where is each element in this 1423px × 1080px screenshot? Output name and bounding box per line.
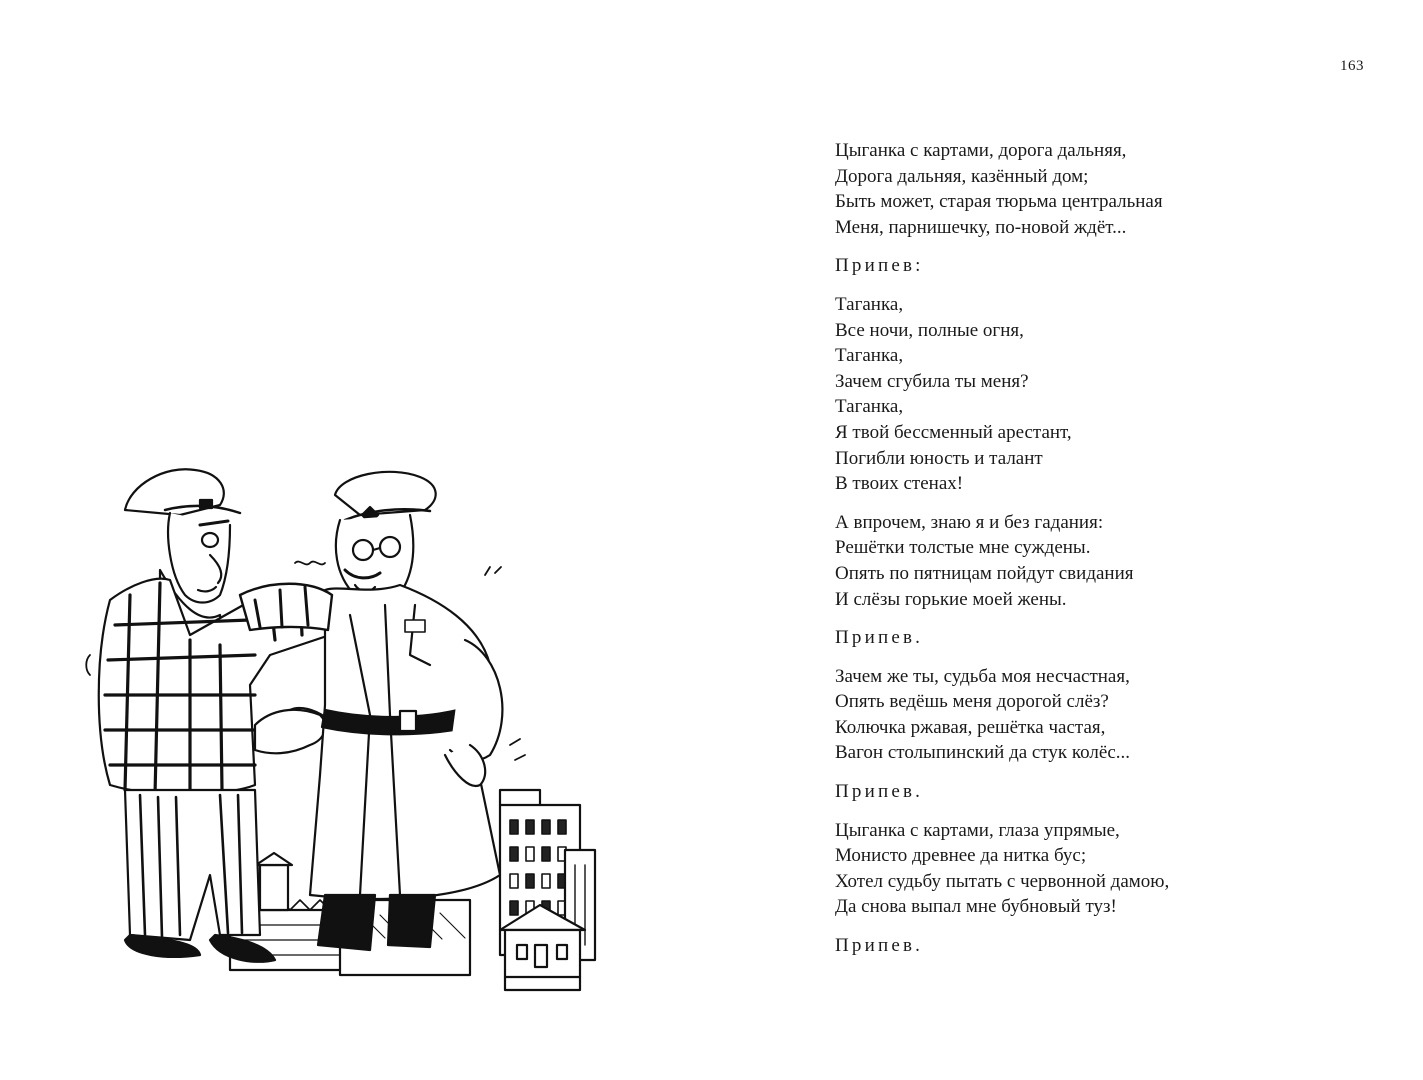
poem-line: Да снова выпал мне бубновый туз! <box>835 896 1117 918</box>
poem-line: Все ночи, полные огня, <box>835 319 1024 341</box>
poem-line: Зачем сгубила ты меня? <box>835 370 1029 392</box>
poem-line: А впрочем, знаю я и без гадания: <box>835 511 1104 533</box>
poem-line: Таганка, <box>835 345 904 367</box>
poem-line: Цыганка с картами, дорога дальняя, <box>835 140 1127 161</box>
poem-line: Опять ведёшь меня дорогой слёз? <box>835 691 1109 713</box>
poem-line: Таганка, <box>835 396 904 418</box>
refrain-label: Припев. <box>835 627 924 649</box>
poem-line: Меня, парнишечку, по-новой ждёт... <box>835 216 1127 238</box>
poem-line: Хотел судьбу пытать с червонной дамою, <box>835 870 1170 892</box>
poem-line: Опять по пятницам пойдут свидания <box>835 562 1134 584</box>
poem-line: Погибли юность и талант <box>835 447 1043 469</box>
poem-line: Решётки толстые мне суждены. <box>835 537 1091 559</box>
poem-line: Дорога дальняя, казённый дом; <box>835 165 1089 187</box>
poem-line: И слёзы горькие моей жены. <box>835 588 1067 610</box>
poem-line: В твоих стенах! <box>835 473 964 495</box>
poem-line: Вагон столыпинский да стук колёс... <box>835 742 1131 764</box>
poem-line: Я твой бессменный арестант, <box>835 421 1072 443</box>
refrain-label: Припев. <box>835 935 924 957</box>
stanza-2 <box>835 510 1395 612</box>
stanza-3 <box>835 664 1395 766</box>
poem-line: Зачем же ты, судьба моя несчастная, <box>835 665 1130 687</box>
poem-line: Таганка, <box>835 293 904 315</box>
stanza-1 <box>835 138 1395 240</box>
poem-line: Быть может, старая тюрьма центральная <box>835 191 1163 213</box>
handshake-drawing <box>255 708 325 753</box>
poem-line: Колючка ржавая, решётка частая, <box>835 716 1106 738</box>
chorus-heading: Припев: <box>835 255 924 277</box>
chorus-stanza <box>835 292 1395 497</box>
poem <box>835 138 1395 959</box>
illustration <box>70 455 600 1005</box>
poem-line: Монисто древнее да нитка бус; <box>835 845 1087 867</box>
refrain-label: Припев. <box>835 781 924 803</box>
stanza-4 <box>835 818 1395 920</box>
poem-line: Цыганка с картами, глаза упрямые, <box>835 819 1120 841</box>
page-number: 163 <box>1340 58 1364 74</box>
